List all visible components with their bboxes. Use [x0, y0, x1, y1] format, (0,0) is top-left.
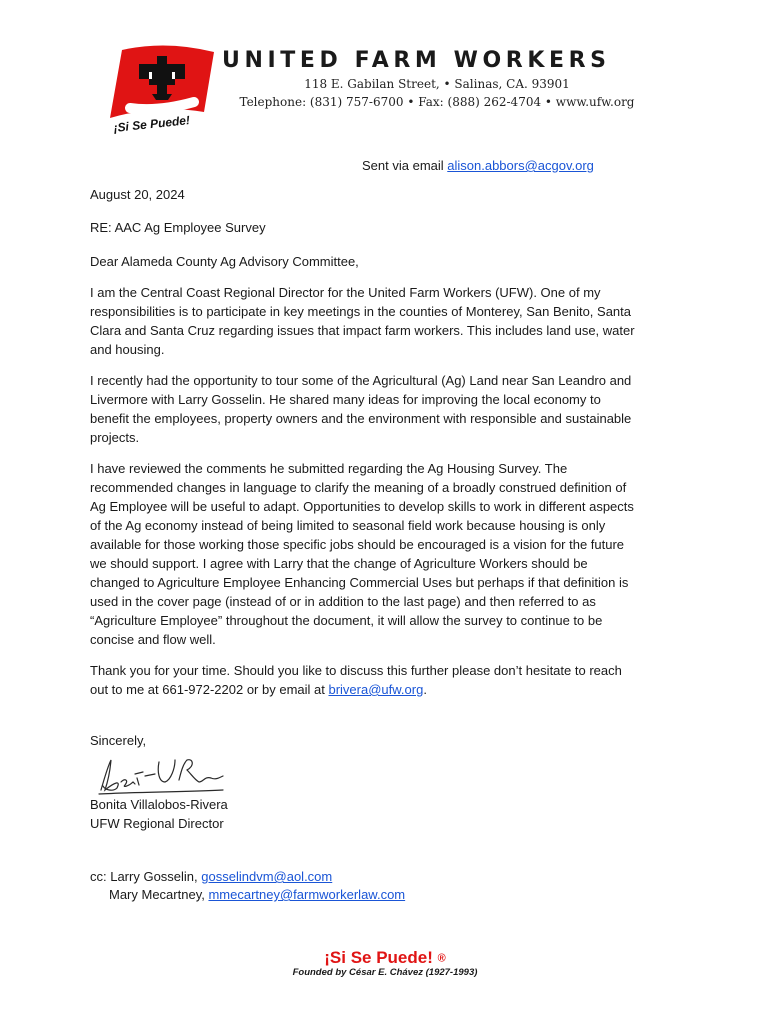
org-address: 118 E. Gabilan Street, • Salinas, CA. 93901 — [304, 77, 570, 91]
text-line: changed to Agriculture Employee Enhancing Commercial Uses but perhaps if that definition is — [90, 575, 629, 590]
closing: Sincerely, — [90, 733, 147, 748]
registered-mark: ® — [437, 952, 446, 965]
text-line: we should support. I agree with Larry that the change of Agriculture Workers should be — [90, 556, 588, 571]
signer-title: UFW Regional Director — [90, 816, 224, 831]
text-line: Livermore with Larry Gosselin. He shared many ideas for improving the local economy to — [90, 392, 601, 407]
text-line: projects. — [90, 430, 140, 445]
text-line: I have reviewed the comments he submitted regarding the Ag Housing Survey. The — [90, 461, 568, 476]
cc-line-1 — [90, 868, 332, 887]
text-line: available for those working those specific jobs should be encouraged is a vision for the future — [90, 537, 625, 552]
cc-line-2 — [109, 886, 405, 905]
text-line — [90, 680, 690, 699]
text-line: of the Ag economy instead of being limited to seasonal field work because housing is only — [90, 518, 606, 533]
paragraph-intro — [90, 283, 690, 359]
sent-via-line — [362, 158, 594, 173]
thanks-suffix: . — [423, 682, 427, 697]
paragraph-review — [90, 459, 690, 649]
text-line: I am the Central Coast Regional Director for the United Farm Workers (UFW). One of my — [90, 285, 601, 300]
text-line: and housing. — [90, 342, 165, 357]
text-line: benefit the employees, property owners and the environment with responsible and sustainable — [90, 411, 632, 426]
salutation: Dear Alameda County Ag Advisory Committee, — [90, 254, 359, 269]
sender-email-link[interactable]: brivera@ufw.org — [328, 682, 424, 697]
handwritten-signature-icon — [95, 752, 225, 796]
text-line: Ag Employee will be useful to adapt. Opportunities to develop skills to work in different aspects — [90, 499, 634, 514]
text-line: recommended changes in language to clarify the meaning of a broadly construed definition of — [90, 480, 627, 495]
text-line: responsibilities is to participate in key meetings in the counties of Monterey, San Benito, Santa — [90, 304, 631, 319]
paragraph-thanks — [90, 661, 690, 699]
footer-slogan — [0, 948, 770, 968]
footer-slogan-text: ¡Si Se Puede! — [324, 948, 433, 967]
cc-email-link-1[interactable]: gosselindvm@aol.com — [201, 869, 333, 884]
org-name: UNITED FARM WORKERS — [222, 48, 611, 73]
subject-line: RE: AAC Ag Employee Survey — [90, 220, 266, 235]
cc-email-link-2[interactable]: mmecartney@farmworkerlaw.com — [208, 887, 406, 902]
sent-via-label: Sent via email — [362, 158, 448, 173]
text-line: I recently had the opportunity to tour some of the Agricultural (Ag) Land near San Leandro and — [90, 373, 632, 388]
cc-prefix-2: Mary Mecartney, — [109, 887, 209, 902]
paragraph-tour — [90, 371, 690, 447]
footer-founded: Founded by César E. Chávez (1927-1993) — [292, 967, 478, 978]
text-line: “Agriculture Employee” throughout the document, it will allow the survey to continue to be — [90, 613, 603, 628]
org-contact: Telephone: (831) 757-6700 • Fax: (888) 262-4704 • www.ufw.org — [239, 95, 635, 109]
svg-text:¡Si Se Puede!: ¡Si Se Puede! — [112, 113, 191, 135]
ufw-eagle-flag-icon — [108, 42, 218, 138]
text-line: used in the cover page (instead of or in addition to the last page) and then referred to as — [90, 594, 596, 609]
recipient-email-link[interactable]: alison.abbors@acgov.org — [447, 158, 594, 173]
thanks-prefix: out to me at 661-972-2202 or by email at — [90, 682, 329, 697]
text-line: Thank you for your time. Should you like to discuss this further please don’t hesitate to reach — [90, 663, 622, 678]
letter-date: August 20, 2024 — [90, 187, 185, 202]
text-line: concise and flow well. — [90, 632, 216, 647]
cc-prefix: cc: Larry Gosselin, — [90, 869, 202, 884]
text-line: Clara and Santa Cruz regarding issues that impact farm workers. This includes land use, water — [90, 323, 635, 338]
signer-name: Bonita Villalobos-Rivera — [90, 797, 228, 812]
